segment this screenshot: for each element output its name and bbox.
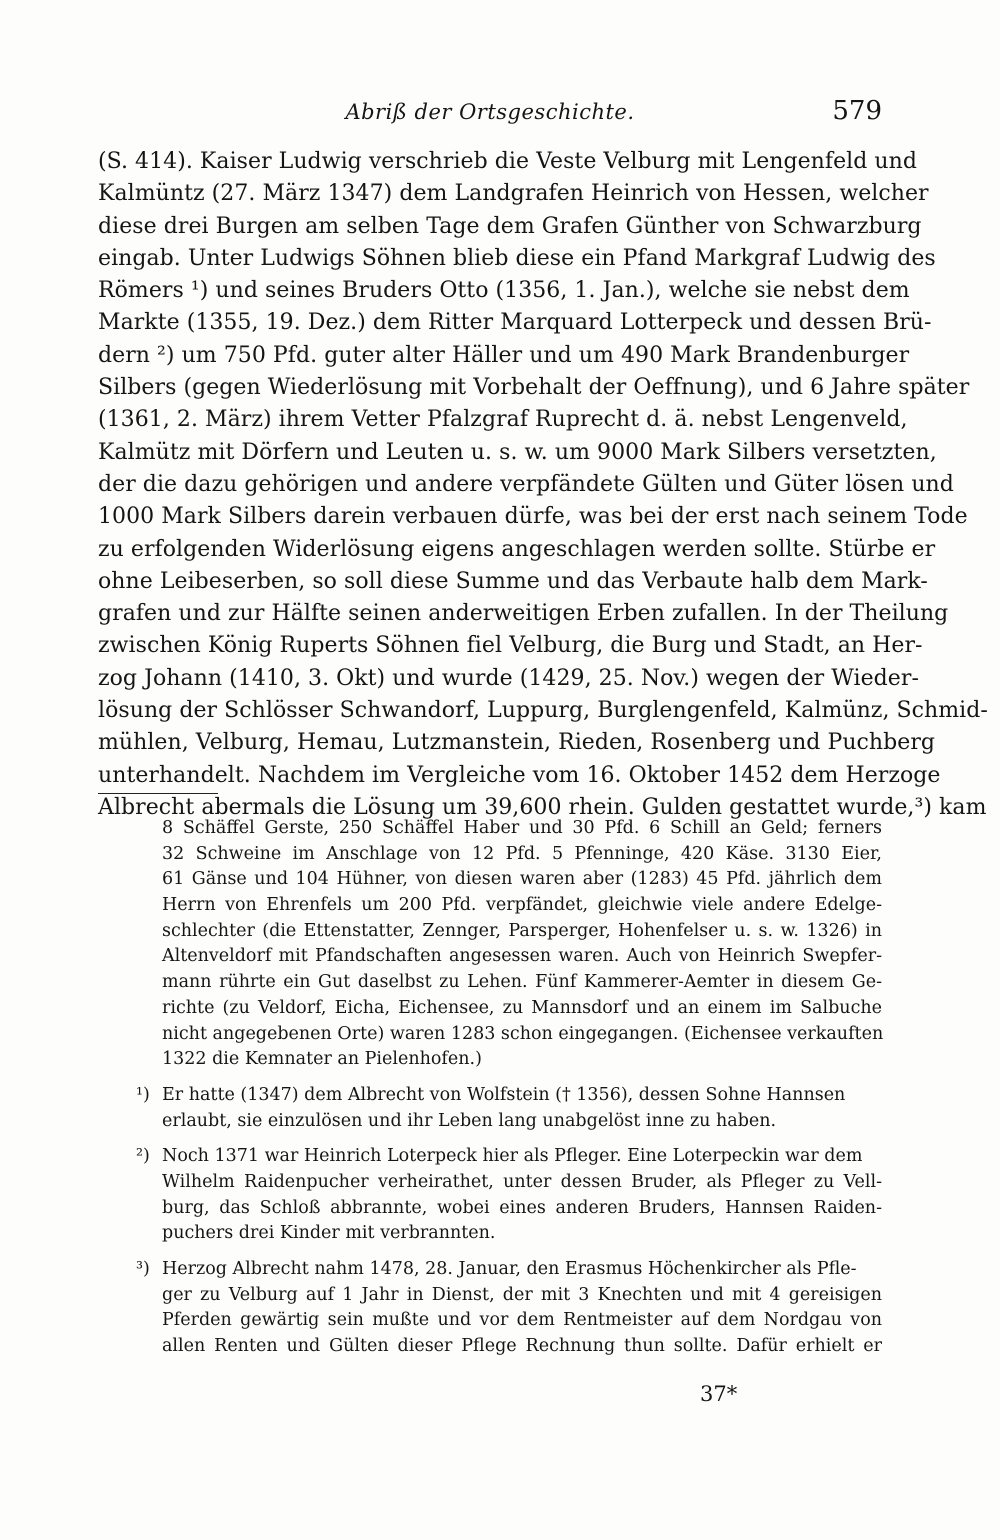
footnote-continuation-line: Herrn von Ehrenfels um 200 Pfd. verpfändet, gleichwie viele andere Edelge-: [162, 895, 882, 916]
footnote-line: Wilhelm Raidenpucher verheirathet, unter dessen Bruder, als Pfleger zu Vell-: [162, 1171, 882, 1192]
text-line: 1000 Mark Silbers darein verbauen dürfe, was bei der erst nach seinem Tode: [98, 504, 968, 530]
footnote-spacer: [98, 1073, 882, 1083]
footnote-line: [98, 1144, 882, 1170]
text-line: dern ²) um 750 Pfd. guter alter Häller und um 490 Mark Brandenburger: [98, 342, 910, 368]
footnote-line: ger zu Velburg auf 1 Jahr in Dienst, der mit 3 Knechten und mit 4 gereisigen: [162, 1284, 882, 1305]
footnote-line: erlaubt, sie einzulösen und ihr Leben lang unabgelöst inne zu haben.: [162, 1110, 777, 1131]
footnote-continuation-line: 61 Gänse und 104 Hühner, von diesen waren aber (1283) 45 Pfd. jährlich dem: [162, 869, 882, 890]
footnote-line: [98, 1083, 882, 1109]
text-line: Silbers (gegen Wiederlösung mit Vorbehalt der Oeffnung), und 6 Jahre später: [98, 375, 970, 401]
footnote-separator-rule: [98, 793, 218, 794]
running-head: [98, 96, 882, 132]
text-line: (S. 414). Kaiser Ludwig verschrieb die Veste Velburg mit Lengenfeld und: [98, 149, 917, 174]
footnote-2: [98, 1144, 882, 1247]
text-line: Römers ¹) und seines Bruders Otto (1356, 1. Jan.), welche sie nebst dem: [98, 278, 910, 304]
footnote-line: allen Renten und Gülten dieser Pflege Rechnung thun sollte. Dafür erhielt er: [162, 1336, 882, 1357]
footnote-continuation-line: 32 Schweine im Anschlage von 12 Pfd. 5 Pfenninge, 420 Käse. 3130 Eier,: [162, 843, 882, 864]
text-line: unterhandelt. Nachdem im Vergleiche vom 16. Oktober 1452 dem Herzoge: [98, 762, 941, 788]
footnote-line: burg, das Schloß abbrannte, wobei eines anderen Bruders, Hannsen Raiden-: [162, 1197, 882, 1218]
text-line: ohne Leibeserben, so soll diese Summe und das Verbaute halb dem Mark-: [98, 568, 928, 594]
signature-mark: 37*: [700, 1382, 738, 1406]
footnote-line: Pferden gewärtig sein mußte und vor dem Rentmeister auf dem Nordgau von: [162, 1310, 882, 1331]
text-line: Kalmüntz (27. März 1347) dem Landgrafen Heinrich von Hessen, welcher: [98, 181, 929, 207]
text-line: eingab. Unter Ludwigs Söhnen blieb diese ein Pfand Markgraf Ludwig des: [98, 245, 936, 271]
text-line: zog Johann (1410, 3. Okt) und wurde (1429, 25. Nov.) wegen der Wieder-: [98, 665, 919, 691]
text-line: Albrecht abermals die Lösung um 39,600 rhein. Gulden gestattet wurde,³) kam: [98, 794, 987, 820]
footnote-continuation-line: mann rührte ein Gut daselbst zu Lehen. Fünf Kammerer-Aemter in diesem Ge-: [162, 972, 882, 993]
footnote-spacer: [98, 1247, 882, 1257]
footnote-marker: ²): [136, 1146, 150, 1167]
footnote-continuation-line: 1322 die Kemnater an Pielenhofen.): [162, 1049, 482, 1070]
running-title: Abriß der Ortsgeschichte.: [345, 100, 635, 124]
text-line: (1361, 2. März) ihrem Vetter Pfalzgraf Ruprecht d. ä. nebst Lengenveld,: [98, 407, 908, 433]
footnote-continuation-line: nicht angegebenen Orte) waren 1283 schon eingegangen. (Eichensee verkauften: [162, 1023, 884, 1044]
footnote-text: Herzog Albrecht nahm 1478, 28. Januar, den Erasmus Höchenkircher als Pfle-: [162, 1259, 857, 1279]
footnotes-block: [98, 816, 882, 1360]
text-line: diese drei Burgen am selben Tage dem Grafen Günther von Schwarzburg: [98, 213, 922, 239]
footnote-continuation-line: richte (zu Veldorf, Eicha, Eichensee, zu Mannsdorf und an einem im Salbuche: [162, 997, 882, 1018]
page-number: 579: [832, 96, 882, 126]
text-line: mühlen, Velburg, Hemau, Lutzmanstein, Rieden, Rosenberg und Puchberg: [98, 730, 936, 756]
footnote-text: Noch 1371 war Heinrich Loterpeck hier als Pfleger. Eine Loterpeckin war dem: [162, 1146, 863, 1167]
text-line: der die dazu gehörigen und andere verpfändete Gülten und Güter lösen und: [98, 471, 954, 497]
footnote-continuation-line: schlechter (die Ettenstatter, Zennger, Parsperger, Hohenfelser u. s. w. 1326) in: [162, 920, 882, 941]
footnote-continuation-line: 8 Schäffel Gerste, 250 Schäffel Haber und 30 Pfd. 6 Schill an Geld; ferners: [162, 818, 882, 838]
footnote-3: [98, 1257, 882, 1360]
text-line: lösung der Schlösser Schwandorf, Luppurg, Burglengenfeld, Kalmünz, Schmid-: [98, 698, 988, 724]
footnote-1: [98, 1083, 882, 1134]
text-line: Markte (1355, 19. Dez.) dem Ritter Marquard Lotterpeck und dessen Brü-: [98, 310, 932, 336]
text-line: Kalmütz mit Dörfern und Leuten u. s. w. um 9000 Mark Silbers versetzten,: [98, 439, 937, 465]
text-line: zu erfolgenden Widerlösung eigens angeschlagen werden sollte. Stürbe er: [98, 536, 936, 562]
footnote-line: [98, 1257, 882, 1283]
main-text-block: [98, 146, 988, 824]
footnote-marker: ¹): [136, 1084, 150, 1105]
text-line: grafen und zur Hälfte seinen anderweitigen Erben zufallen. In der Theilung: [98, 601, 949, 627]
footnote-text: Er hatte (1347) dem Albrecht von Wolfstein († 1356), dessen Sohne Hannsen: [162, 1084, 846, 1105]
footnote-spacer: [98, 1134, 882, 1144]
footnote-marker: ³): [136, 1259, 150, 1279]
footnote-line: puchers drei Kinder mit verbrannten.: [162, 1223, 496, 1244]
footnote-continuation-line: Altenveldorf mit Pfandschaften angesessen waren. Auch von Heinrich Swepfer-: [162, 946, 882, 967]
text-line: zwischen König Ruperts Söhnen fiel Velburg, die Burg und Stadt, an Her-: [98, 633, 923, 659]
